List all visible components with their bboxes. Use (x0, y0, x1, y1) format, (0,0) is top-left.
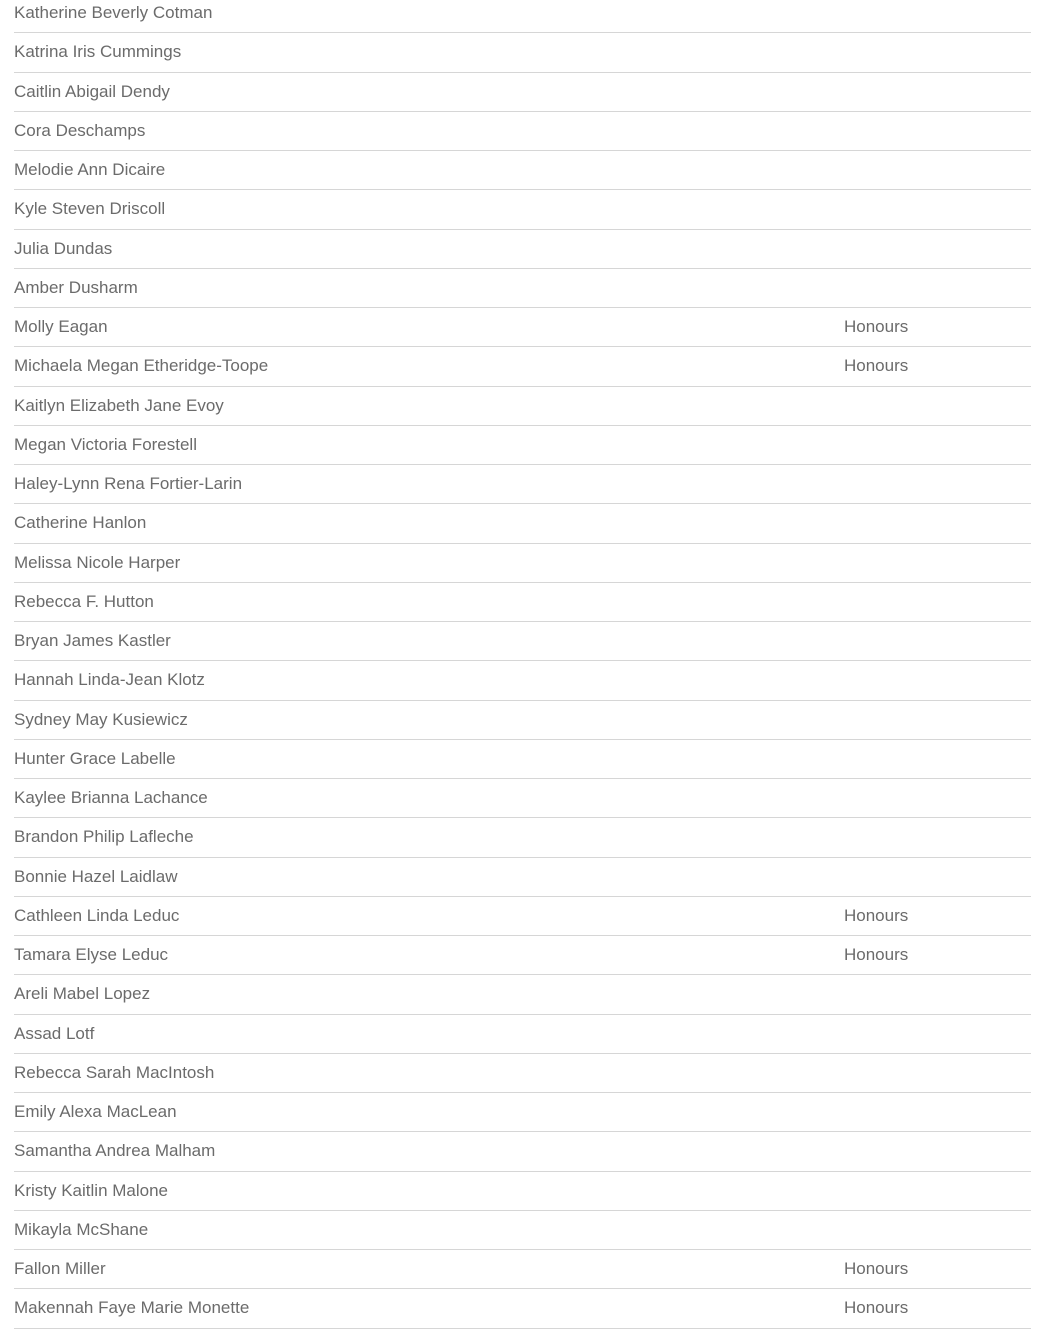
table-row (14, 858, 1031, 897)
graduate-distinction: Honours (844, 317, 909, 337)
table-row (14, 975, 1031, 1014)
table-row (14, 426, 1031, 465)
graduate-name: Samantha Andrea Malham (14, 1141, 216, 1161)
table-row (14, 740, 1031, 779)
table-row (14, 544, 1031, 583)
graduate-name: Cora Deschamps (14, 120, 146, 140)
graduate-name: Hunter Grace Labelle (14, 748, 176, 768)
graduate-name: Amber Dusharm (14, 277, 138, 297)
graduate-name: Emily Alexa MacLean (14, 1102, 177, 1122)
table-row (14, 1015, 1031, 1054)
graduate-name: Tamara Elyse Leduc (14, 945, 169, 965)
table-row (14, 465, 1031, 504)
table-row (14, 622, 1031, 661)
graduate-name: Katherine Beverly Cotman (14, 3, 213, 23)
graduate-name: Fallon Miller (14, 1259, 106, 1279)
graduate-name: Makennah Faye Marie Monette (14, 1298, 250, 1318)
graduate-name: Brandon Philip Lafleche (14, 827, 194, 847)
table-row (14, 1054, 1031, 1093)
table-row (14, 1211, 1031, 1250)
table-row (14, 1132, 1031, 1171)
table-row (14, 33, 1031, 72)
table-row (14, 661, 1031, 700)
table-row (14, 190, 1031, 229)
graduate-name: Mikayla McShane (14, 1219, 149, 1239)
table-row (14, 112, 1031, 151)
graduate-name: Melissa Nicole Harper (14, 552, 181, 572)
table-row (14, 308, 1031, 347)
table-row (14, 936, 1031, 975)
graduate-name: Kristy Kaitlin Malone (14, 1180, 169, 1200)
table-row (14, 269, 1031, 308)
graduate-name: Bonnie Hazel Laidlaw (14, 866, 178, 886)
table-row (14, 583, 1031, 622)
graduate-distinction: Honours (844, 356, 909, 376)
graduate-name: Assad Lotf (14, 1023, 95, 1043)
graduate-name: Kyle Steven Driscoll (14, 199, 166, 219)
graduate-distinction: Honours (844, 905, 909, 925)
graduate-name: Rebecca F. Hutton (14, 591, 154, 611)
graduate-name: Bryan James Kastler (14, 631, 171, 651)
graduate-name: Hannah Linda-Jean Klotz (14, 670, 205, 690)
graduate-name: Julia Dundas (14, 238, 113, 258)
table-row (14, 151, 1031, 190)
graduate-distinction: Honours (844, 1259, 909, 1279)
graduate-name: Katrina Iris Cummings (14, 42, 182, 62)
table-row (14, 387, 1031, 426)
table-row (14, 897, 1031, 936)
graduate-name: Rebecca Sarah MacIntosh (14, 1062, 215, 1082)
table-row (14, 779, 1031, 818)
table-row (14, 347, 1031, 386)
table-row (14, 0, 1031, 33)
graduate-name: Sydney May Kusiewicz (14, 709, 188, 729)
graduates-table (14, 0, 1031, 1329)
graduate-name: Kaylee Brianna Lachance (14, 788, 208, 808)
graduate-distinction: Honours (844, 1298, 909, 1318)
graduate-name: Areli Mabel Lopez (14, 984, 151, 1004)
graduate-name: Megan Victoria Forestell (14, 434, 197, 454)
table-row (14, 1093, 1031, 1132)
table-row (14, 73, 1031, 112)
table-row (14, 1172, 1031, 1211)
graduate-name: Cathleen Linda Leduc (14, 905, 180, 925)
graduate-name: Kaitlyn Elizabeth Jane Evoy (14, 395, 224, 415)
graduate-name: Melodie Ann Dicaire (14, 160, 166, 180)
table-row (14, 1289, 1031, 1328)
graduate-name: Michaela Megan Etheridge-Toope (14, 356, 269, 376)
table-row (14, 504, 1031, 543)
table-row (14, 230, 1031, 269)
graduate-distinction: Honours (844, 945, 909, 965)
graduate-name: Molly Eagan (14, 317, 108, 337)
table-row (14, 818, 1031, 857)
table-row (14, 701, 1031, 740)
graduate-name: Catherine Hanlon (14, 513, 147, 533)
graduate-name: Haley-Lynn Rena Fortier-Larin (14, 474, 243, 494)
table-row (14, 1250, 1031, 1289)
graduate-name: Caitlin Abigail Dendy (14, 81, 170, 101)
